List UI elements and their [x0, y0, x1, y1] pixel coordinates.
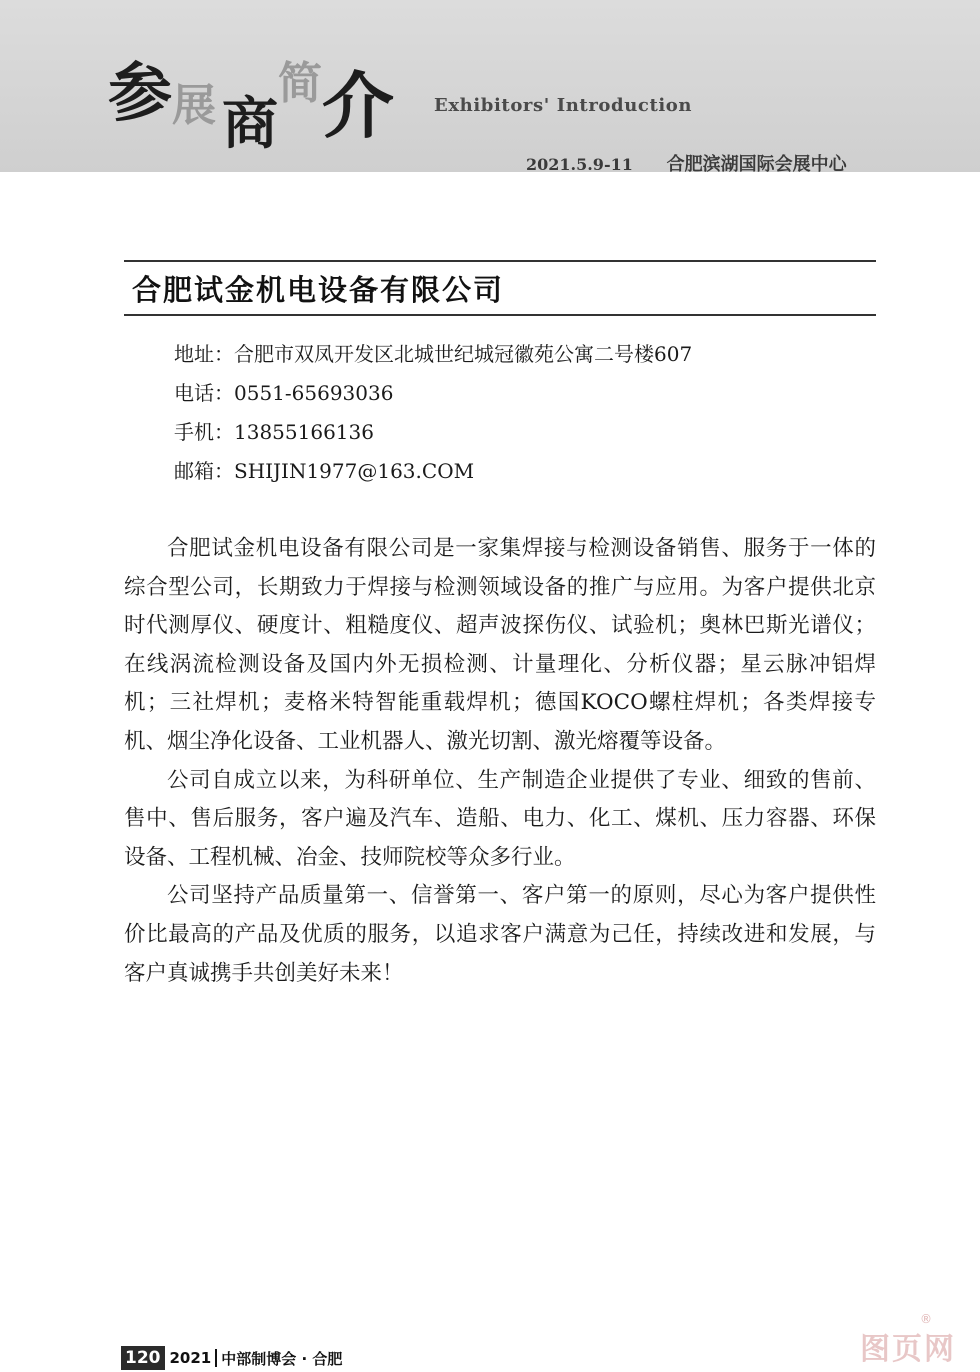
title-rule-bottom — [124, 314, 876, 316]
watermark-logo: 图页网 — [860, 1332, 956, 1367]
page-footer — [121, 1346, 342, 1370]
contact-phone: 电话：0551-65693036 — [174, 381, 394, 405]
footer-event-name: 中部制博会 · 合肥 — [221, 1349, 343, 1368]
page-number: 120 — [121, 1346, 165, 1370]
contact-mobile: 手机：13855166136 — [174, 420, 374, 444]
paragraph: 公司坚持产品质量第一、信誉第一、客户第一的原则，尽心为客户提供性价比最高的产品及优质的服务，以追求客户满意为己任，持续改进和发展，与客户真诚携手共创美好未来！ — [124, 883, 876, 986]
event-info — [526, 150, 847, 176]
english-section-title: Exhibitors' Introduction — [434, 95, 693, 116]
contact-block — [174, 340, 692, 496]
footer-divider — [215, 1349, 217, 1367]
footer-year: 2021 — [169, 1349, 212, 1367]
section-title-char: 介 — [322, 63, 395, 148]
section-title-char: 简 — [278, 58, 322, 109]
paragraph: 公司自成立以来，为科研单位、生产制造企业提供了专业、细致的售前、售中、售后服务，客户遍及汽车、造船、电力、化工、煤机、压力容器、环保设备、工程机械、冶金、技师院校等众多行业。 — [124, 767, 876, 870]
company-description — [124, 530, 876, 993]
section-title-char: 参 — [108, 56, 172, 131]
registered-mark: ® — [920, 1312, 932, 1326]
section-title-char: 展 — [172, 80, 216, 131]
contact-address: 地址：合肥市双凤开发区北城世纪城冠徽苑公寓二号楼607 — [174, 342, 693, 366]
contact-email: 邮箱：SHIJIN1977@163.COM — [174, 459, 475, 483]
event-date: 2021.5.9-11 — [526, 155, 633, 174]
event-venue: 合肥滨湖国际会展中心 — [666, 154, 847, 175]
title-rule-top — [124, 260, 876, 262]
paragraph: 合肥试金机电设备有限公司是一家集焊接与检测设备销售、服务于一体的综合型公司，长期致力于焊接与检测领域设备的推广与应用。为客户提供北京时代测厚仪、硬度计、粗糙度仪、超声波探伤仪、试验机；奥林巴斯光谱仪；在线涡流检测设备及国内外无损检测、计量理化、分析仪器；星云脉冲铝焊机；三社焊机；麦格米特智能重载焊机；德国KOCO螺柱焊机；各类焊接专机、烟尘净化设备、工业机器人、激光切割、激光熔覆等设备。 — [124, 536, 876, 754]
company-name: 合肥试金机电设备有限公司 — [132, 273, 505, 307]
section-title-char: 商 — [222, 91, 278, 157]
